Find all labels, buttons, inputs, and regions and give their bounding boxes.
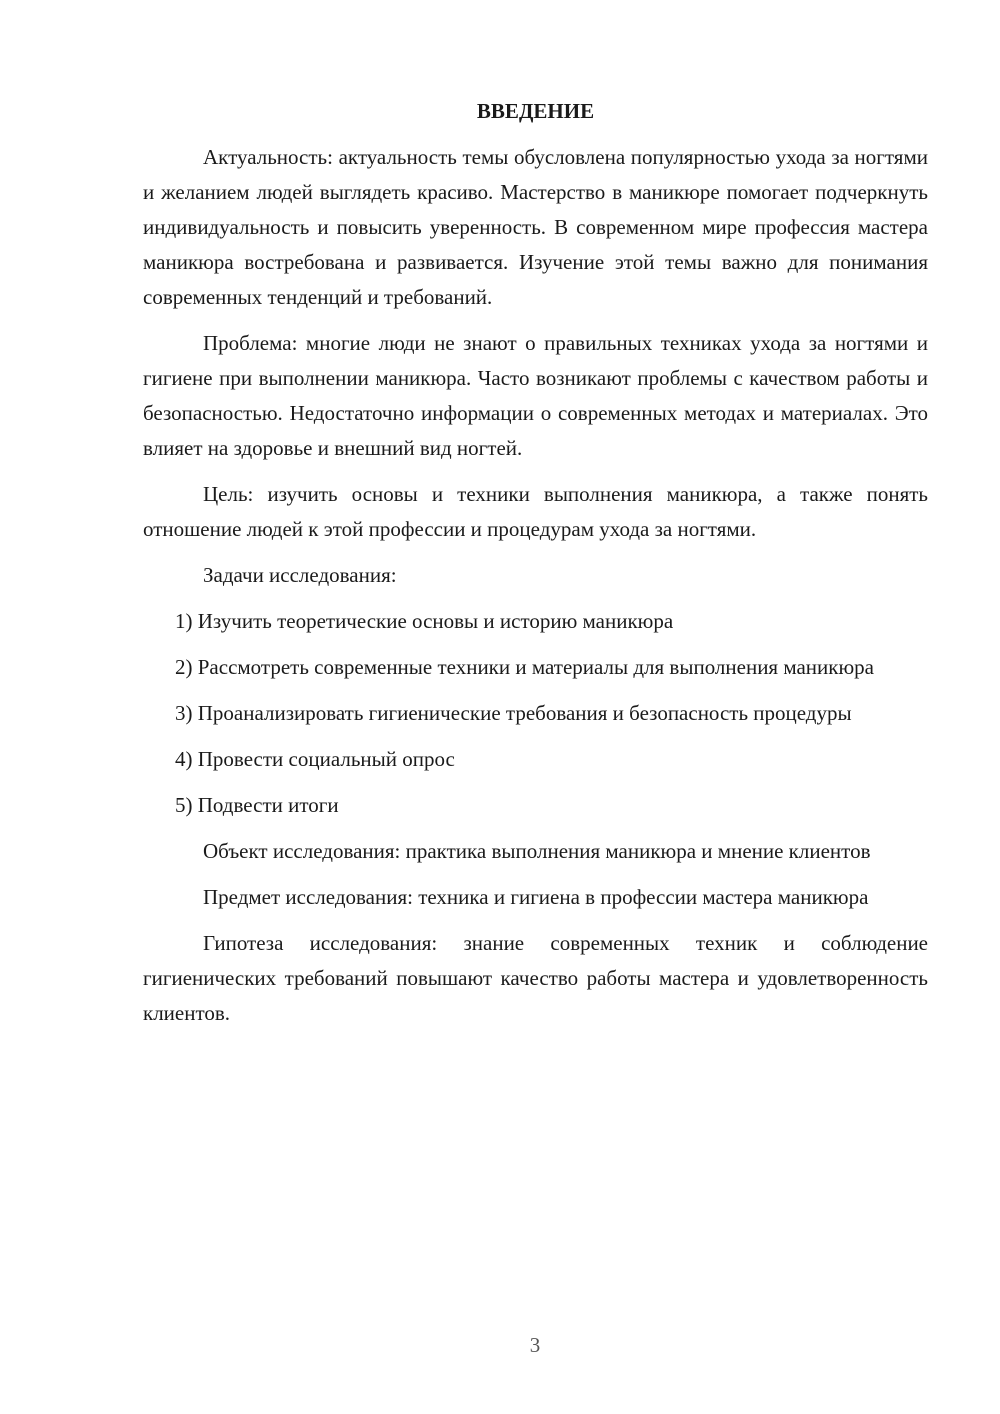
task-item-1: 1) Изучить теоретические основы и историю маникюра [175,609,674,633]
hypothesis-paragraph: Гипотеза исследования: знание современных техник и соблюдение гигиенических требований повышают качество работы мастера и удовлетворенность клиентов. [143,931,928,1025]
task-item-2: 2) Рассмотреть современные техники и материалы для выполнения маникюра [175,655,874,679]
tasks-heading: Задачи исследования: [203,563,397,587]
problem-paragraph: Проблема: многие люди не знают о правильных техниках ухода за ногтями и гигиене при выполнении маникюра. Часто возникают проблемы с качеством работы и безопасностью. Недостаточно информации о современных методах и материалах. Это влияет на здоровье и внешний вид ногтей. [143,331,928,460]
task-item-3: 3) Проанализировать гигиенические требования и безопасность процедуры [175,701,852,725]
page-number: 3 [529,1333,541,1357]
object-paragraph: Объект исследования: практика выполнения маникюра и мнение клиентов [203,839,871,863]
page-title: ВВЕДЕНИЕ [476,99,595,123]
task-item-5: 5) Подвести итоги [175,793,339,817]
goal-paragraph: Цель: изучить основы и техники выполнения маникюра, а также понять отношение людей к этой профессии и процедурам ухода за ногтями. [143,482,928,541]
task-item-4: 4) Провести социальный опрос [175,747,455,771]
subject-paragraph: Предмет исследования: техника и гигиена в профессии мастера маникюра [203,885,869,909]
page-body [143,94,928,1042]
relevance-paragraph: Актуальность: актуальность темы обусловлена популярностью ухода за ногтями и желанием людей выглядеть красиво. Мастерство в маникюре помогает подчеркнуть индивидуальность и повысить уверенность. В современном мире профессия мастера маникюра востребована и развивается. Изучение этой темы важно для понимания современных тенденций и требований. [143,145,928,309]
